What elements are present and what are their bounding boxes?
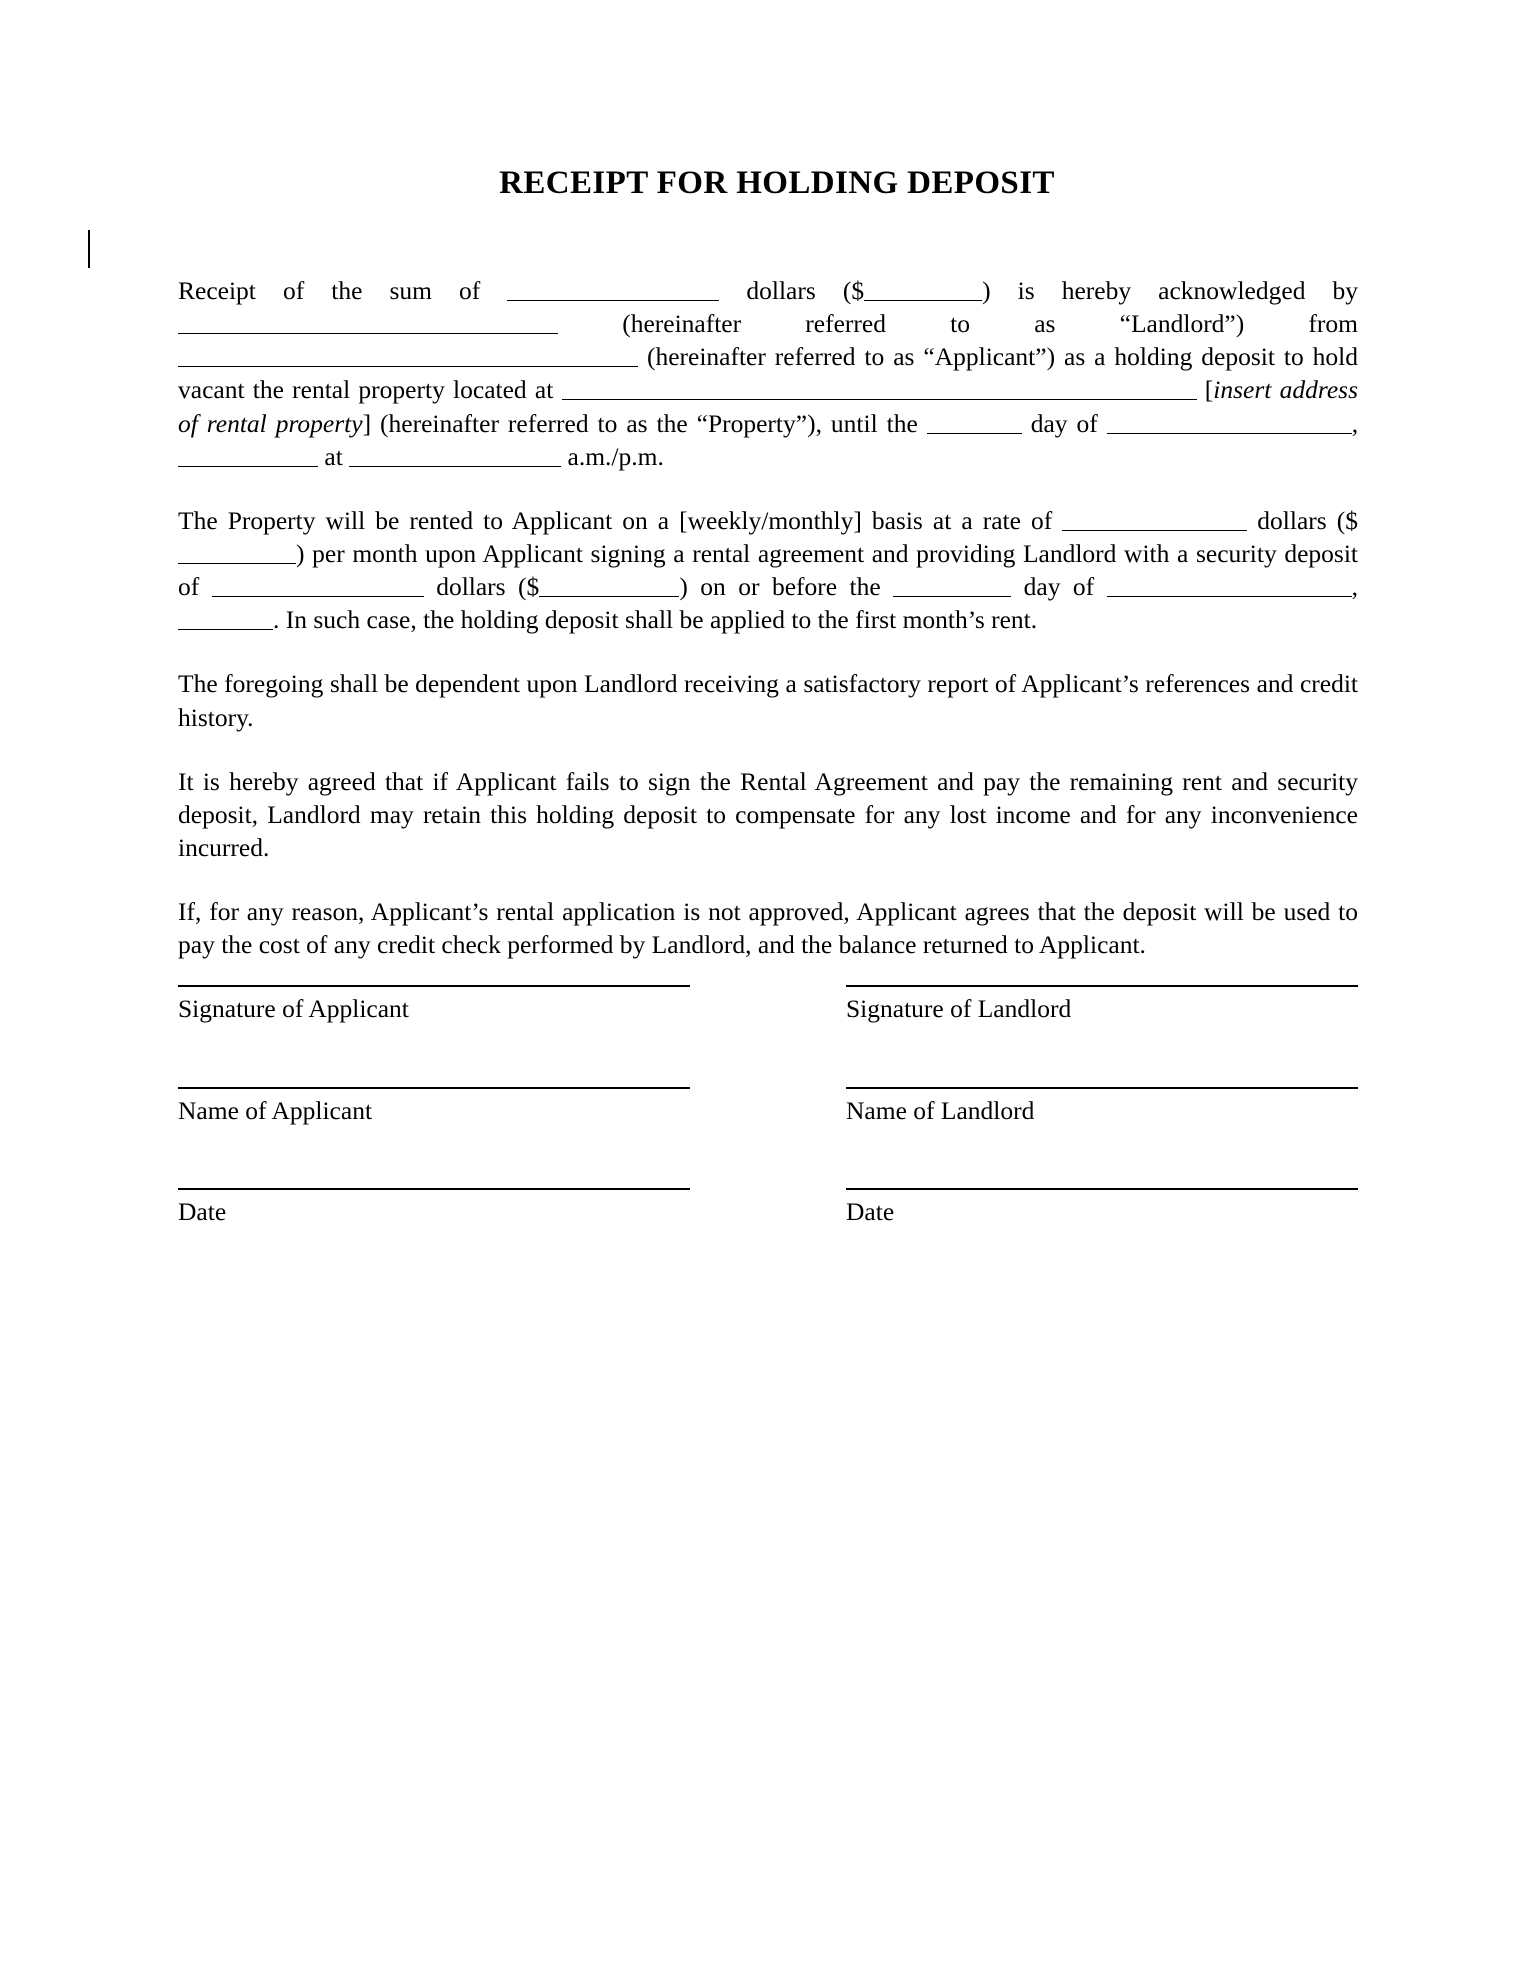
document-body xyxy=(178,165,1358,961)
signature-applicant-block xyxy=(178,985,690,1025)
name-applicant-block xyxy=(178,1087,690,1127)
paragraph-failure-to-sign: It is hereby agreed that if Applicant fails to sign the Rental Agreement and pay the remaining rent and security deposit, Landlord may retain this holding deposit to compensate for any lost income and for any inconvenience incurred. xyxy=(178,766,1358,862)
p1-text-e: (hereinafter referred to as “Applicant”) as a holding deposit to hold vacant the rental property located at xyxy=(178,342,1359,405)
p1-text-h: day of xyxy=(1030,408,1098,438)
p1-text-b: dollars ($ xyxy=(746,276,865,305)
blank-sum-amount[interactable] xyxy=(864,276,982,301)
p1-text-k: a.m./p.m. xyxy=(567,441,664,471)
paragraph-block xyxy=(178,274,1358,961)
page-title: RECEIPT FOR HOLDING DEPOSIT xyxy=(499,165,1055,201)
p2-text-b: dollars ($ xyxy=(1257,505,1358,535)
blank-until-day[interactable] xyxy=(927,408,1022,433)
p1-text-g: ] (hereinafter referred to as the “Property”), until the xyxy=(362,408,918,438)
p1-text-j: at xyxy=(324,441,343,471)
signature-row-dates xyxy=(178,1188,1358,1228)
text-cursor xyxy=(88,230,90,268)
paragraph-references: The foregoing shall be dependent upon Landlord receiving a satisfactory report of Applicant’s references and credit history. xyxy=(178,669,1358,732)
paragraph-rent-terms xyxy=(178,504,1358,637)
name-landlord-block xyxy=(846,1087,1358,1127)
p1-text-f: insert address of rental property xyxy=(178,375,1359,438)
p1-text-c: ) is hereby acknowledged by xyxy=(982,276,1358,305)
blank-until-time[interactable] xyxy=(349,441,561,466)
p2-text-c: ) per month upon Applicant signing a rental agreement and providing Landlord with a security deposit of xyxy=(178,538,1358,602)
blank-rate-words[interactable] xyxy=(1062,506,1247,531)
signature-area xyxy=(178,985,1358,1228)
signature-landlord-block xyxy=(846,985,1358,1025)
signature-applicant-label: Signature of Applicant xyxy=(178,994,409,1023)
name-landlord-label: Name of Landlord xyxy=(846,1095,1035,1125)
blank-rate-amount[interactable] xyxy=(178,539,296,564)
blank-deposit-year[interactable] xyxy=(178,605,273,630)
signature-row-names xyxy=(178,1087,1358,1127)
blank-until-month[interactable] xyxy=(1107,408,1352,433)
blank-deposit-month[interactable] xyxy=(1107,572,1352,597)
blank-landlord-name[interactable] xyxy=(178,309,558,334)
paragraph-not-approved: If, for any reason, Applicant’s rental application is not approved, Applicant agrees that the deposit will be used to pay the cost of any credit check performed by Landlord, and the balance returned to Applicant. xyxy=(178,897,1358,960)
date-landlord-label: Date xyxy=(846,1197,895,1227)
p1-text-i: , xyxy=(1351,408,1359,438)
date-landlord-block xyxy=(846,1188,1358,1228)
p2-text-d: dollars ($ xyxy=(436,572,540,602)
p2-text-g: , xyxy=(1351,572,1359,602)
paragraph-receipt-of-sum: Receipt of the sum of dollars ($ ) is hereby acknowledged by (hereinafter referred to as “Landlord”) from (hereinafter referred to as “Applicant”) as a holding deposit to hold vacant the rental property located at [insert address of rental property] (hereinafter referred to as the “Property”), until the day of , at a.m./p.m. xyxy=(178,276,1359,471)
signature-row-signatures xyxy=(178,985,1358,1025)
date-applicant-label: Date xyxy=(178,1197,227,1227)
blank-deposit-day[interactable] xyxy=(893,572,1011,597)
blank-security-deposit-amount[interactable] xyxy=(539,572,679,597)
signature-landlord-label: Signature of Landlord xyxy=(846,994,1072,1023)
blank-until-year[interactable] xyxy=(178,441,318,466)
p1-text-a: Receipt of the sum of xyxy=(178,276,481,305)
name-applicant-label: Name of Applicant xyxy=(178,1095,373,1125)
blank-property-address[interactable] xyxy=(562,375,1197,400)
p2-text-f: day of xyxy=(1023,572,1095,602)
p2-text-e: ) on or before the xyxy=(679,572,881,602)
date-applicant-block xyxy=(178,1188,690,1228)
p1-text-d: (hereinafter referred to as “Landlord”) from xyxy=(622,309,1359,339)
blank-applicant-name[interactable] xyxy=(178,342,638,367)
p2-text-h: . In such case, the holding deposit shall be applied to the first month’s rent. xyxy=(273,605,1038,635)
p2-text-a: The Property will be rented to Applicant on a [weekly/monthly] basis at a rate of xyxy=(178,505,1053,535)
blank-security-deposit-words[interactable] xyxy=(212,572,424,597)
blank-sum-words[interactable] xyxy=(507,276,719,301)
